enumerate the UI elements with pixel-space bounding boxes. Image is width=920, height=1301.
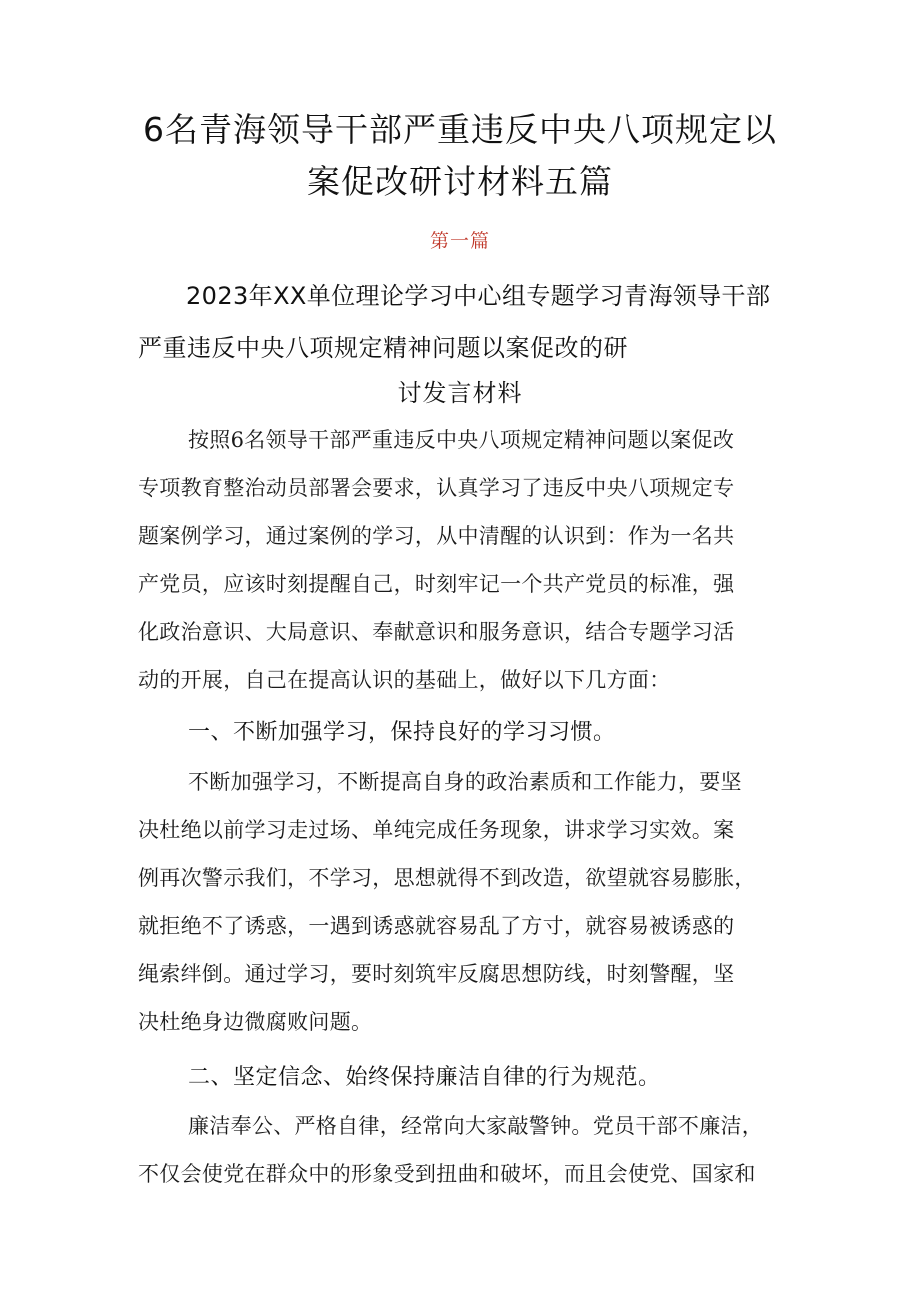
document-title-line-2: 案促改研讨材料五篇 bbox=[307, 162, 613, 201]
paragraph3-line-1: 廉洁奉公、严格自律，经常向大家敲警钟。党员干部不廉洁， bbox=[188, 1114, 764, 1138]
section-label: 第一篇 bbox=[429, 230, 490, 252]
paragraph3-line-2: 不仅会使党在群众中的形象受到扭曲和破坏，而且会使党、国家和 bbox=[138, 1162, 756, 1186]
speech-title-line-1: 2023年XX单位理论学习中心组专题学习青海领导干部 bbox=[186, 282, 771, 310]
document-title-line-1: 6名青海领导干部严重违反中央八项规定以 bbox=[143, 110, 777, 149]
paragraph2-line-2: 决杜绝以前学习走过场、单纯完成任务现象，讲求学习实效。案 bbox=[138, 818, 735, 842]
paragraph2-line-6: 决杜绝身边微腐败问题。 bbox=[138, 1010, 373, 1034]
paragraph2-line-4: 就拒绝不了诱惑，一遇到诱惑就容易乱了方寸，就容易被诱惑的 bbox=[138, 914, 735, 938]
paragraph1-line-6: 动的开展，自己在提高认识的基础上，做好以下几方面： bbox=[138, 668, 671, 692]
paragraph2-line-5: 绳索绊倒。通过学习，要时刻筑牢反腐思想防线，时刻警醒，坚 bbox=[138, 962, 735, 986]
paragraph2-line-3: 例再次警示我们，不学习，思想就得不到改造，欲望就容易膨胀， bbox=[138, 866, 756, 890]
paragraph2-line-1: 不断加强学习，不断提高自身的政治素质和工作能力，要坚 bbox=[188, 770, 742, 794]
paragraph1-line-1: 按照6名领导干部严重违反中央八项规定精神问题以案促改 bbox=[188, 428, 735, 452]
paragraph1-line-5: 化政治意识、大局意识、奉献意识和服务意识，结合专题学习活 bbox=[138, 620, 735, 644]
paragraph1-line-2: 专项教育整治动员部署会要求，认真学习了违反中央八项规定专 bbox=[138, 476, 735, 500]
speech-title-line-2: 严重违反中央八项规定精神问题以案促改的研 bbox=[138, 334, 628, 362]
speech-title-line-3: 讨发言材料 bbox=[397, 379, 523, 407]
paragraph1-line-4: 产党员，应该时刻提醒自己，时刻牢记一个共产党员的标准，强 bbox=[138, 572, 735, 596]
section-heading-2: 二、坚定信念、始终保持廉洁自律的行为规范。 bbox=[188, 1065, 661, 1090]
paragraph1-line-3: 题案例学习，通过案例的学习，从中清醒的认识到：作为一名共 bbox=[138, 524, 735, 548]
section-heading-1: 一、不断加强学习，保持良好的学习习惯。 bbox=[188, 720, 616, 745]
